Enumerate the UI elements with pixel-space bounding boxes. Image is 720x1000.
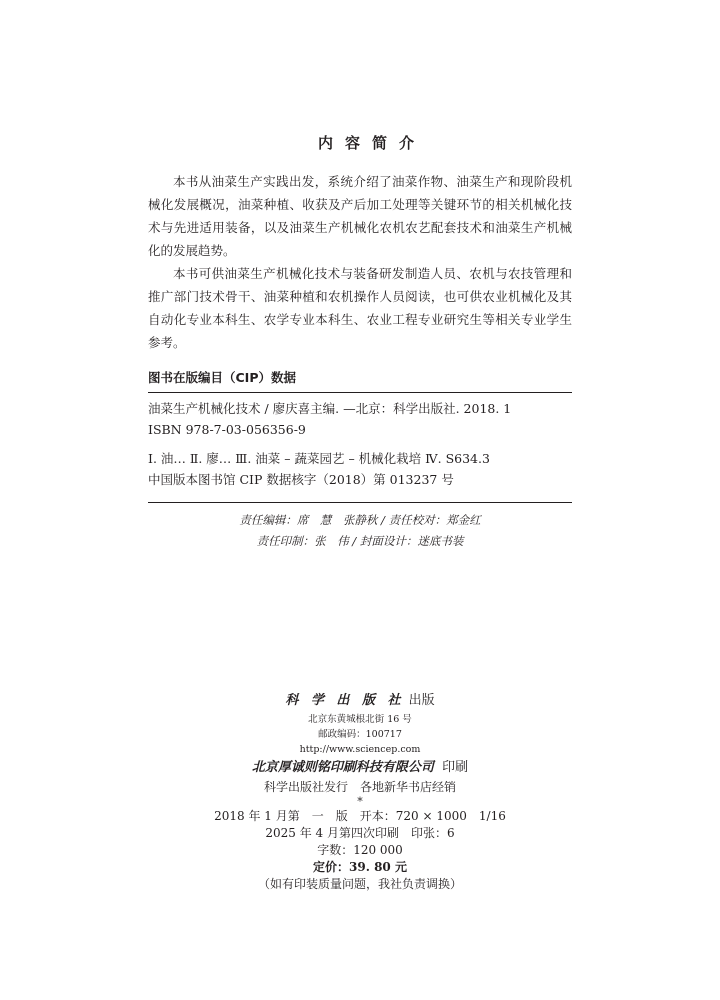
intro-title: 内容简介 [317,134,426,152]
printer-line [148,757,572,779]
publisher-suffix: 出版 [404,693,435,708]
printer-name: 北京厚诚则铭印刷科技有限公司 [251,760,434,775]
publisher-block [148,690,572,893]
publisher-name: 科 学 出 版 社 [285,693,405,708]
publisher-postcode: 邮政编码：100717 [318,729,402,740]
credits-editors: 责任编辑：席 慧 张静秋 / 责任校对：郑金红 [239,513,481,527]
cip-classification: Ⅰ. 油… Ⅱ. 廖… Ⅲ. 油菜 – 蔬菜园艺 – 机械化栽培 Ⅳ. S634.3 [148,451,490,466]
distribution-line: 科学出版社发行 各地新华书店经销 [263,780,456,794]
intro-body [148,170,572,354]
cip-heading: 图书在版编目（CIP）数据 [148,370,296,385]
cip-block [148,398,572,490]
printer-suffix: 印刷 [433,760,469,775]
cip-bottom-rule [148,502,572,503]
intro-paragraph-1: 本书从油菜生产实践出发，系统介绍了油菜作物、油菜生产和现阶段机械化发展概况，油菜种植、收获及产后加工处理等关键环节的相关机械化技术与先进适用装备，以及油菜生产机械化农机农艺配套技术和油菜生产机械化的发展趋势。 [148,174,572,258]
separator-star: * [357,795,363,808]
edition-line: 2018 年 1 月第 一 版 开本：720 × 1000 1/16 [214,809,506,823]
cip-record: 油菜生产机械化技术 / 廖庆喜主编. —北京：科学出版社. 2018. 1 [148,401,512,416]
cip-library-record: 中国版本图书馆 CIP 数据核字（2018）第 013237 号 [148,472,454,487]
quality-notice: （如有印装质量问题，我社负责调换） [257,877,462,891]
cip-isbn: ISBN 978-7-03-056356-9 [148,422,306,437]
publisher-address: 北京东黄城根北街 16 号 [308,714,412,725]
printing-line: 2025 年 4 月第四次印刷 印张：6 [265,826,455,840]
credits [148,510,572,552]
credits-production: 责任印制：张 伟 / 封面设计：迷底书装 [256,534,464,548]
publisher-line [148,690,572,712]
cip-top-rule [148,392,572,393]
word-count: 字数：120 000 [317,843,403,857]
intro-paragraph-2: 本书可供油菜生产机械化技术与装备研发制造人员、农机与农技管理和推广部门技术骨干、油菜种植和农机操作人员阅读，也可供农业机械化及其自动化专业本科生、农学专业本科生、农业工程专业研究生等相关专业学生参考。 [148,266,572,350]
price: 定价：39. 80 元 [313,860,407,874]
publisher-url: http://www.sciencep.com [299,744,421,755]
